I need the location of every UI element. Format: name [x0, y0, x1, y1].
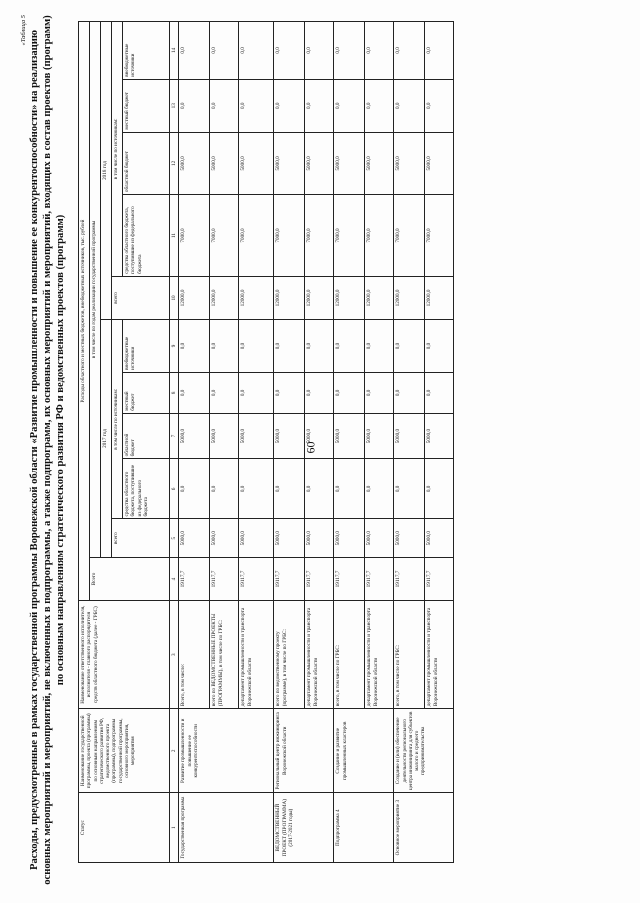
value-cell: 0,0	[334, 22, 365, 80]
value-cell: 19117,7	[365, 557, 394, 600]
row-name: Создание и (или) обеспечение деятельности регионального центра инжиниринга для субъектов малого и среднего предпринимательства	[394, 709, 454, 793]
row-status: Государственная программа	[179, 793, 274, 863]
value-cell: 0,0	[210, 320, 239, 373]
header-status: Статус	[79, 793, 170, 863]
value-cell: 0,0	[239, 79, 274, 132]
value-cell: 5000,0	[179, 132, 210, 194]
value-cell: 5000,0	[365, 132, 394, 194]
value-cell: 12000,0	[394, 276, 425, 319]
value-cell: 5000,0	[274, 132, 305, 194]
column-number-row	[170, 22, 179, 863]
value-cell: 0,0	[425, 459, 454, 519]
row-name: Развитие промышленности и повышение ее конкурентоспособности	[179, 709, 274, 793]
value-cell: 19117,7	[179, 557, 210, 600]
value-cell: 5000,0	[305, 132, 334, 194]
value-cell: 0,0	[179, 320, 210, 373]
value-cell: 5000,0	[239, 519, 274, 557]
value-cell: 0,0	[425, 22, 454, 80]
value-cell: 0,0	[179, 372, 210, 413]
table-row	[334, 22, 365, 863]
column-number: 12	[170, 132, 179, 194]
value-cell: 12000,0	[425, 276, 454, 319]
header-2017-src-offbudget: внебюджетные источники	[123, 320, 170, 373]
value-cell: 19117,7	[305, 557, 334, 600]
value-cell: 0,0	[210, 22, 239, 80]
value-cell: 7000,0	[334, 195, 365, 277]
value-cell: 5000,0	[179, 519, 210, 557]
value-cell: 0,0	[274, 459, 305, 519]
column-number: 6	[170, 459, 179, 519]
header-expenses-group: Расходы областного и местных бюджетов, внебюджетных источников, тыс. рублей	[79, 22, 90, 601]
value-cell: 0,0	[179, 79, 210, 132]
value-cell: 0,0	[274, 372, 305, 413]
header-by-years: в том числе по годам реализации государственной программы	[90, 22, 101, 558]
value-cell: 5000,0	[394, 413, 425, 459]
value-cell: 7000,0	[210, 195, 239, 277]
value-cell: 0,0	[305, 320, 334, 373]
value-cell: 0,0	[365, 320, 394, 373]
value-cell: 0,0	[179, 22, 210, 80]
value-cell: 5000,0	[334, 413, 365, 459]
value-cell: 19117,7	[334, 557, 365, 600]
column-number: 3	[170, 601, 179, 709]
value-cell: 0,0	[210, 372, 239, 413]
value-cell: 7000,0	[239, 195, 274, 277]
value-cell: 0,0	[394, 22, 425, 80]
expenses-table	[78, 21, 454, 863]
header-2018-src-regional: областной бюджет	[123, 132, 170, 194]
value-cell: 0,0	[210, 459, 239, 519]
header-2018-src-local: местный бюджет	[123, 79, 170, 132]
column-number: 5	[170, 519, 179, 557]
row-responsible: всего по ведомственному проекту (программе), в том числе по ГРБС:	[274, 601, 305, 709]
value-cell: 0,0	[394, 372, 425, 413]
value-cell: 5000,0	[179, 413, 210, 459]
value-cell: 5000,0	[425, 519, 454, 557]
value-cell: 0,0	[305, 79, 334, 132]
value-cell: 12000,0	[365, 276, 394, 319]
value-cell: 5000,0	[334, 132, 365, 194]
value-cell: 12000,0	[239, 276, 274, 319]
header-2018-src-federal: средства областного бюджета, поступившие из федерального бюджета	[123, 195, 170, 277]
header-2017-incl-sources: в том числе по источникам:	[112, 320, 123, 519]
column-number: 13	[170, 79, 179, 132]
header-responsible: Наименование ответственного исполнителя, исполнителя - главного распорядителя средств областного бюджета (далее - ГРБС)	[79, 601, 170, 709]
value-cell: 5000,0	[394, 132, 425, 194]
value-cell: 0,0	[274, 79, 305, 132]
column-number: 11	[170, 195, 179, 277]
value-cell: 5000,0	[305, 413, 334, 459]
row-responsible: всего, в том числе по ГРБС:	[394, 601, 425, 709]
value-cell: 0,0	[305, 459, 334, 519]
value-cell: 0,0	[365, 79, 394, 132]
value-cell: 5000,0	[210, 132, 239, 194]
value-cell: 5000,0	[425, 132, 454, 194]
value-cell: 0,0	[365, 22, 394, 80]
value-cell: 12000,0	[334, 276, 365, 319]
column-number: 9	[170, 320, 179, 373]
value-cell: 7000,0	[394, 195, 425, 277]
row-status: Подпрограмма 4	[334, 793, 394, 863]
value-cell: 5000,0	[305, 519, 334, 557]
value-cell: 5000,0	[210, 519, 239, 557]
row-responsible: всего, в том числе по ГРБС:	[334, 601, 365, 709]
value-cell: 5000,0	[394, 519, 425, 557]
value-cell: 19117,7	[210, 557, 239, 600]
header-2017-src-local: местный бюджет	[123, 372, 170, 413]
header-2018-incl-sources: в том числе по источникам:	[112, 22, 123, 277]
value-cell: 7000,0	[365, 195, 394, 277]
header-2018-src-offbudget: внебюджетные источники	[123, 22, 170, 80]
value-cell: 19117,7	[425, 557, 454, 600]
value-cell: 5000,0	[239, 413, 274, 459]
header-year-2018: 2018 год	[101, 22, 112, 320]
header-total: Всего	[90, 557, 170, 600]
value-cell: 0,0	[274, 320, 305, 373]
value-cell: 0,0	[274, 22, 305, 80]
value-cell: 12000,0	[179, 276, 210, 319]
value-cell: 19117,7	[274, 557, 305, 600]
value-cell: 0,0	[239, 320, 274, 373]
value-cell: 19117,7	[239, 557, 274, 600]
value-cell: 0,0	[394, 459, 425, 519]
value-cell: 0,0	[365, 372, 394, 413]
value-cell: 5000,0	[239, 132, 274, 194]
page-number: 60	[303, 441, 318, 454]
rotated-page-content	[20, 15, 620, 885]
value-cell: 5000,0	[425, 413, 454, 459]
document-title: Расходы, предусмотренные в рамках государственной программы Воронежской области «Развитие промышленности и повышение ее конкурентоспособности» на реализацию основных мероприятий и мероприятий, не включенных в подпрограммы, а также подпрограмм, их основных мероприятий и мероприятий, входящих в состав проектов (программ) по основным направлениям стратегического развития РФ и ведомственных проектов (программ)	[29, 15, 66, 885]
value-cell: 0,0	[365, 459, 394, 519]
value-cell: 5000,0	[210, 413, 239, 459]
column-number: 2	[170, 709, 179, 793]
value-cell: 0,0	[239, 372, 274, 413]
value-cell: 12000,0	[305, 276, 334, 319]
value-cell: 5000,0	[365, 519, 394, 557]
value-cell: 0,0	[179, 459, 210, 519]
header-2018-total: всего	[112, 276, 170, 319]
value-cell: 7000,0	[425, 195, 454, 277]
value-cell: 0,0	[425, 320, 454, 373]
row-responsible: департамент промышленности и транспорта Воронежской области	[365, 601, 394, 709]
value-cell: 0,0	[394, 320, 425, 373]
value-cell: 0,0	[305, 22, 334, 80]
value-cell: 5000,0	[274, 519, 305, 557]
value-cell: 0,0	[425, 372, 454, 413]
header-2017-src-federal: средства областного бюджета, поступившие из федерального бюджета	[123, 459, 170, 519]
row-responsible: Всего, в том числе:	[179, 601, 210, 709]
value-cell: 0,0	[239, 459, 274, 519]
value-cell: 7000,0	[179, 195, 210, 277]
value-cell: 19117,7	[394, 557, 425, 600]
value-cell: 12000,0	[274, 276, 305, 319]
header-name: Наименование государственной программы, проекта (программы) по основным направлениям стратегического развития РФ, ведомственного проекта (программы), подпрограммы государственной программы, основного мероприятия, мероприятия	[79, 709, 170, 793]
header-year-2017: 2017 год	[101, 320, 112, 558]
value-cell: 0,0	[425, 79, 454, 132]
value-cell: 0,0	[210, 79, 239, 132]
row-responsible: департамент промышленности и транспорта Воронежской области	[239, 601, 274, 709]
value-cell: 7000,0	[274, 195, 305, 277]
value-cell: 7000,0	[305, 195, 334, 277]
value-cell: 0,0	[334, 320, 365, 373]
value-cell: 12000,0	[210, 276, 239, 319]
row-status: Основное мероприятие 3	[394, 793, 454, 863]
value-cell: 0,0	[334, 372, 365, 413]
value-cell: 5000,0	[334, 519, 365, 557]
row-responsible: департамент промышленности и транспорта Воронежской области	[425, 601, 454, 709]
column-number: 8	[170, 372, 179, 413]
row-responsible: департамент промышленности и транспорта Воронежской области	[305, 601, 334, 709]
row-name: Региональный центр инжиниринга Воронежской области	[274, 709, 334, 793]
table-row	[179, 22, 210, 863]
column-number: 14	[170, 22, 179, 80]
value-cell: 0,0	[394, 79, 425, 132]
value-cell: 0,0	[239, 22, 274, 80]
column-number: 7	[170, 413, 179, 459]
value-cell: 0,0	[305, 372, 334, 413]
column-number: 4	[170, 557, 179, 600]
row-name: Создание и развитие промышленных кластеров	[334, 709, 394, 793]
row-responsible: всего по ВЕДОМСТВЕННЫЕ ПРОЕКТЫ (ПРОГРАММЫ), в том числе по ГРБС:	[210, 601, 239, 709]
value-cell: 0,0	[334, 79, 365, 132]
table-label: «Таблица 5	[20, 15, 27, 46]
row-status: ВЕДОМСТВЕННЫЙ ПРОЕКТ (ПРОГРАММА) (2017-2021 годы)	[274, 793, 334, 863]
column-number: 1	[170, 793, 179, 863]
header-2017-src-regional: областной бюджет	[123, 413, 170, 459]
column-number: 10	[170, 276, 179, 319]
value-cell: 5000,0	[365, 413, 394, 459]
table-row	[274, 22, 305, 863]
value-cell: 5000,0	[274, 413, 305, 459]
value-cell: 0,0	[334, 459, 365, 519]
table-row	[394, 22, 425, 863]
header-2017-total: всего	[112, 519, 170, 557]
